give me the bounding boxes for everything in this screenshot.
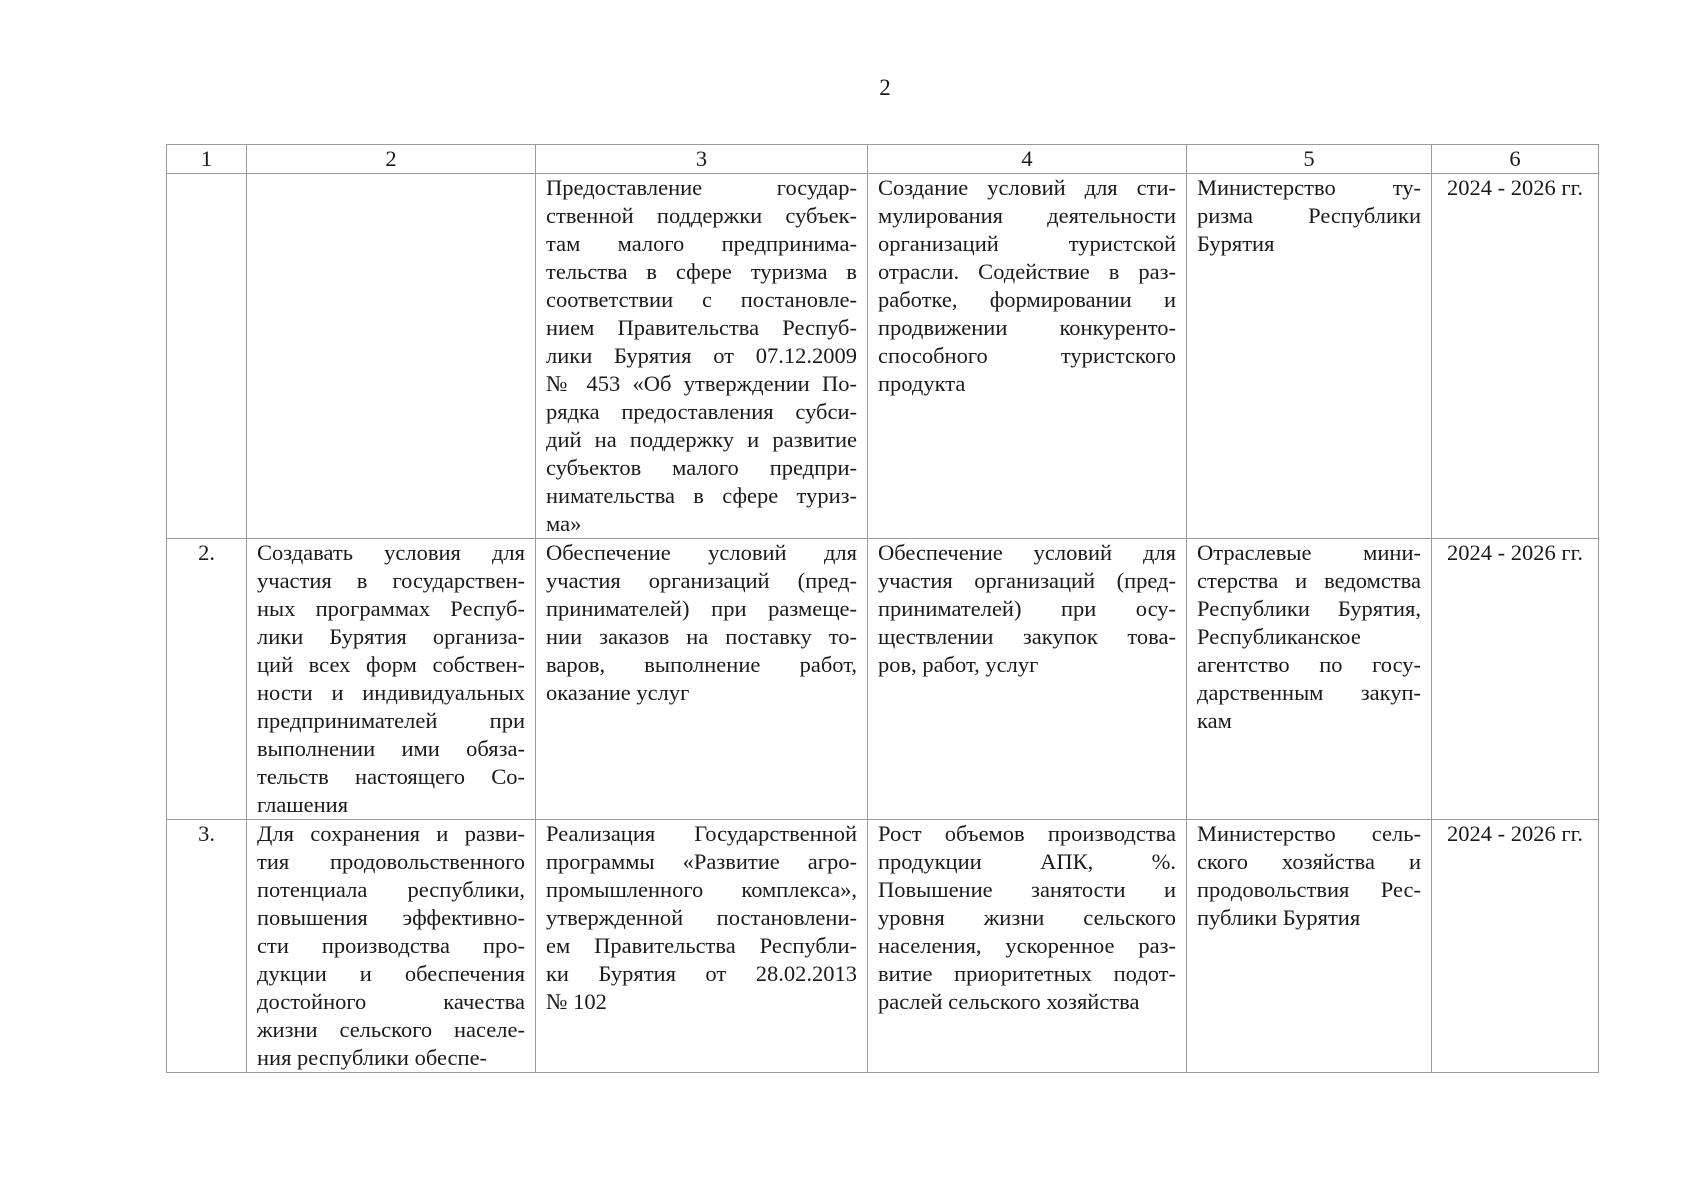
cell-text-line: № 102 [546, 989, 607, 1014]
cell-text-line: выполнении ими обяза- [257, 736, 525, 761]
cell-text-line: повышения эффективно- [257, 905, 525, 930]
cell-text-line: тельства в сфере туризма в [546, 259, 857, 284]
cell-text-line: агентство по госу- [1197, 652, 1421, 677]
cell-text-line: Предоставление государ- [546, 175, 857, 200]
cell-text-line: принимателей) при осу- [878, 596, 1176, 621]
cell-text-line: ния республики обеспе- [257, 1045, 488, 1070]
row-number-cell: 3. [167, 820, 247, 1073]
cell-text-line: Для сохранения и разви- [257, 821, 525, 846]
table-row [167, 174, 1599, 539]
cell-text-line: дарственным закуп- [1197, 680, 1421, 705]
cell-text-line: Министерство ту- [1197, 175, 1421, 200]
cell-text-line: субъектов малого предпри- [546, 455, 857, 480]
cell-text-line: сти производства про- [257, 933, 525, 958]
cell-text-line: организаций туристской [878, 231, 1176, 256]
cell-text-line: продвижении конкуренто- [878, 315, 1176, 340]
cell-text-line: достойного качества [257, 989, 525, 1014]
cell-text-line: потенциала республики, [257, 877, 525, 902]
result-cell [868, 539, 1187, 820]
cell-text-line: кам [1197, 708, 1232, 733]
cell-text-line: Обеспечение условий для [878, 540, 1176, 565]
cell-text-line: ществлении закупок това- [878, 624, 1176, 649]
executor-cell [1187, 174, 1432, 539]
cell-text-line: ственной поддержки субъек- [546, 203, 857, 228]
column-number-cell: 6 [1432, 145, 1599, 174]
cell-text-line: жизни сельского населе- [257, 1017, 525, 1042]
cell-text-line: способного туристского [878, 343, 1176, 368]
measure-cell [536, 539, 868, 820]
cell-text-line: продукции АПК, %. [878, 849, 1176, 874]
cell-text-line: продукта [878, 371, 966, 396]
row-number-cell: 2. [167, 539, 247, 820]
column-number-cell: 1 [167, 145, 247, 174]
cell-text-line: отрасли. Содействие в раз- [878, 259, 1176, 284]
cell-text-line: работке, формировании и [878, 287, 1176, 312]
cell-text-line: продовольствия Рес- [1197, 877, 1421, 902]
period-cell: 2024 - 2026 гг. [1432, 539, 1599, 820]
row-number-cell [167, 174, 247, 539]
cell-text-line: Министерство сель- [1197, 821, 1421, 846]
period-cell: 2024 - 2026 гг. [1432, 174, 1599, 539]
cell-text-line: дукции и обеспечения [257, 961, 525, 986]
cell-text-line: ных программах Респуб- [257, 596, 525, 621]
period-cell: 2024 - 2026 гг. [1432, 820, 1599, 1073]
cell-text-line: ности и индивидуальных [257, 680, 525, 705]
column-number-cell: 2 [247, 145, 536, 174]
cell-text-line: стерства и ведомства [1197, 568, 1421, 593]
cell-text-line: витие приоритетных подот- [878, 961, 1176, 986]
obligation-cell [247, 174, 536, 539]
cell-text-line: нии заказов на поставку то- [546, 624, 857, 649]
cell-text-line: ского хозяйства и [1197, 849, 1421, 874]
cell-text-line: Республики Бурятия, [1197, 596, 1421, 621]
cell-text-line: публики Бурятия [1197, 905, 1361, 930]
table-row [167, 820, 1599, 1073]
cell-text-line: Повышение занятости и [878, 877, 1176, 902]
cell-text-line: уровня жизни сельского [878, 905, 1176, 930]
cell-text-line: предпринимателей при [257, 708, 525, 733]
cell-text-line: тельств настоящего Со- [257, 764, 525, 789]
cell-text-line: глашения [257, 792, 349, 817]
cell-text-line: промышленного комплекса», [546, 877, 857, 902]
cell-text-line: варов, выполнение работ, [546, 652, 857, 677]
cell-text-line: раслей сельского хозяйства [878, 989, 1140, 1014]
cell-text-line: оказание услуг [546, 680, 690, 705]
cell-text-line: лики Бурятия организа- [257, 624, 525, 649]
column-number-cell: 5 [1187, 145, 1432, 174]
page-number: 2 [879, 75, 891, 100]
column-number-cell: 4 [868, 145, 1187, 174]
cell-text-line: участия организаций (пред- [878, 568, 1176, 593]
cell-text-line: рядка предоставления субси- [546, 399, 857, 424]
cell-text-line: ров, работ, услуг [878, 652, 1039, 677]
cell-text-line: тия продовольственного [257, 849, 525, 874]
obligation-cell [247, 820, 536, 1073]
cell-text-line: ций всех форм собствен- [257, 652, 525, 677]
cell-text-line: мулирования деятельности [878, 203, 1176, 228]
cell-text-line: дий на поддержку и развитие [546, 427, 857, 452]
column-number-cell: 3 [536, 145, 868, 174]
cell-text-line: Бурятия [1197, 231, 1275, 256]
cell-text-line: нием Правительства Респуб- [546, 315, 857, 340]
measure-cell [536, 820, 868, 1073]
cell-text-line: Реализация Государственной [546, 821, 857, 846]
cell-text-line: ем Правительства Республи- [546, 933, 857, 958]
cell-text-line: Рост объемов производства [878, 821, 1176, 846]
cell-text-line: № 453 «Об утверждении По- [546, 371, 857, 396]
measure-cell [536, 174, 868, 539]
cell-text-line: соответствии с постановле- [546, 287, 857, 312]
cell-text-line: лики Бурятия от 07.12.2009 [546, 343, 857, 368]
cell-text-line: Создавать условия для [257, 540, 525, 565]
result-cell [868, 820, 1187, 1073]
cell-text-line: Создание условий для сти- [878, 175, 1176, 200]
cell-text-line: участия в государствен- [257, 568, 525, 593]
result-cell [868, 174, 1187, 539]
column-number-row [167, 145, 1599, 174]
obligation-cell [247, 539, 536, 820]
cell-text-line: ки Бурятия от 28.02.2013 [546, 961, 857, 986]
cell-text-line: Обеспечение условий для [546, 540, 857, 565]
cell-text-line: нимательства в сфере туриз- [546, 483, 857, 508]
cell-text-line: ризма Республики [1197, 203, 1421, 228]
cell-text-line: утвержденной постановлени- [546, 905, 857, 930]
cell-text-line: ма» [546, 511, 582, 536]
cell-text-line: там малого предпринима- [546, 231, 857, 256]
cell-text-line: населения, ускоренное раз- [878, 933, 1176, 958]
table-row [167, 539, 1599, 820]
cell-text-line: Отраслевые мини- [1197, 540, 1421, 565]
cell-text-line: принимателей) при размеще- [546, 596, 857, 621]
executor-cell [1187, 539, 1432, 820]
agreement-table [166, 144, 1599, 1073]
executor-cell [1187, 820, 1432, 1073]
cell-text-line: участия организаций (пред- [546, 568, 857, 593]
cell-text-line: Республиканское [1197, 624, 1361, 649]
cell-text-line: программы «Развитие агро- [546, 849, 857, 874]
